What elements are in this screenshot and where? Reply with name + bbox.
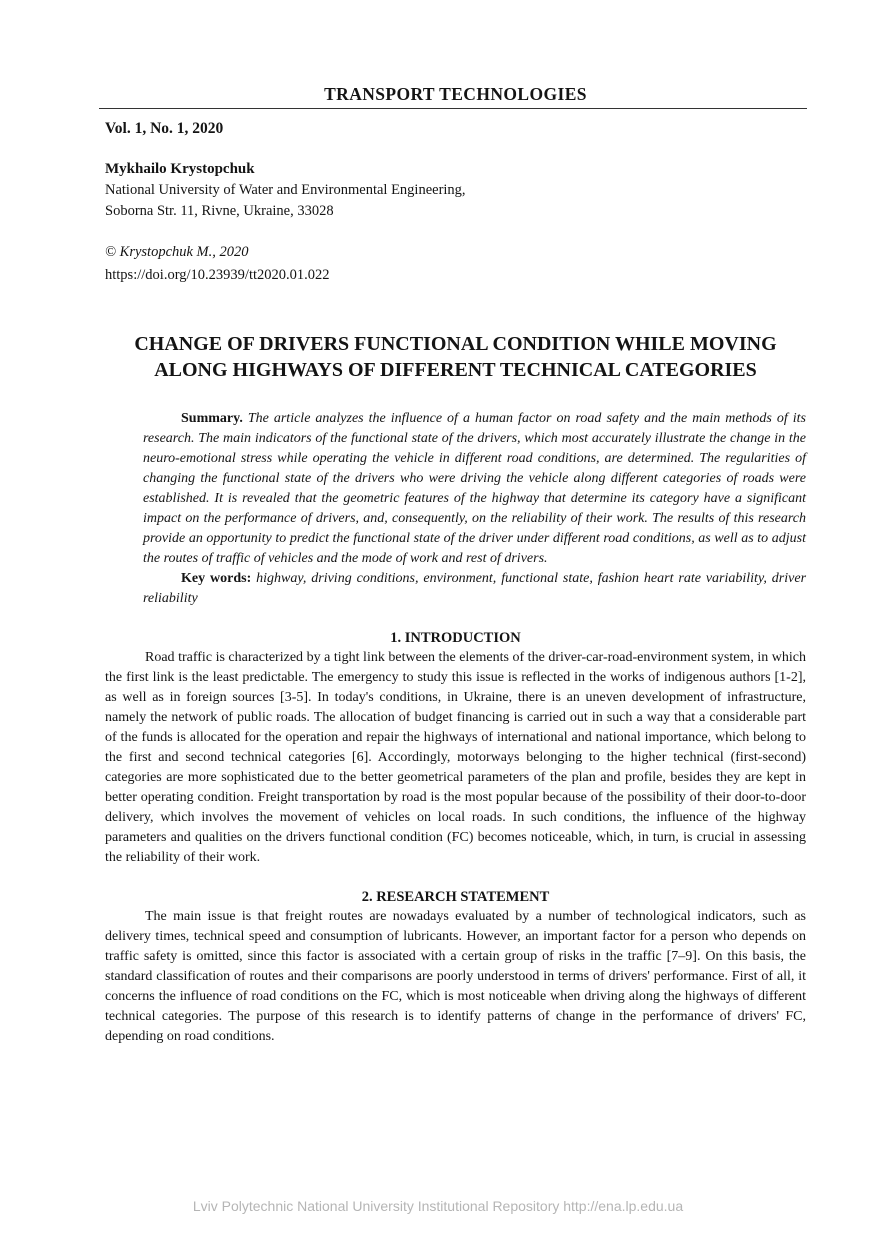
- research-statement-paragraph: The main issue is that freight routes are nowadays evaluated by a number of technological indicators, such as delivery times, technical speed and consumption of lubricants. However, an important factor for a person who depends on traffic safety is omitted, since this factor is associated with a certain group of risks in the traffic [7–9]. On this basis, the standard classification of routes and their comparisons are poorly understood in terms of drivers' performance. First of all, it concerns the influence of road conditions on the FC, which is most noticeable when driving along the highways of different technical categories. The purpose of this research is to identify patterns of change in the performance of drivers' FC, depending on road conditions.: [105, 909, 806, 1044]
- header-rule: [99, 108, 807, 109]
- author-name: Mykhailo Krystopchuk: [105, 161, 255, 177]
- copyright-line: © Krystopchuk M., 2020: [105, 244, 249, 260]
- section-heading-introduction: 1. INTRODUCTION: [390, 630, 521, 646]
- doi-link[interactable]: https://doi.org/10.23939/tt2020.01.022: [105, 267, 330, 283]
- keywords-label: Key words:: [181, 571, 252, 586]
- summary-label: Summary.: [181, 411, 243, 426]
- summary-paragraph: [143, 409, 806, 569]
- author-block: [105, 159, 806, 222]
- summary-text: The article analyzes the influence of a human factor on road safety and the main methods of its research. The main indicators of the functional state of the drivers, which most accurately illustrate the change in the neuro-emotional stress while operating the vehicle in different road conditions, are determined. The regularities of changing the functional state of the drivers who were driving the vehicle along different categories of roads were established. It is revealed that the geometric features of the highway that determine its category have a significant impact on the performance of drivers, and, consequently, on the reliability of their work. The results of this research provide an opportunity to predict the functional state of the driver under different road conditions, as well as to adjust the routes of traffic of vehicles and the mode of work and rest of drivers.: [143, 411, 806, 566]
- keywords-paragraph: [143, 569, 806, 609]
- introduction-paragraph: Road traffic is characterized by a tight link between the elements of the driver-car-road-environment system, in which the first link is the least predictable. The emergency to study this issue is reflected in the works of indigenous authors [1-2], as well as in foreign sources [3-5]. In today's conditions, in Ukraine, there is an uneven development of infrastructure, namely the network of public roads. The allocation of budget financing is carried out in such a way that a considerable part of the funds is allocated for the operation and repair the highways of international and national importance, which belong to the first and second technical categories [6]. Accordingly, motorways belonging to the higher technical (first-second) categories are more sophisticated due to the better geometrical parameters of the plan and profile, besides they are kept in better operating condition. Freight transportation by road is the most popular because of the possibility of their door-to-door delivery, which involves the movement of vehicles on local roads. In such conditions, the influence of the highway parameters and qualities on the drivers functional condition (FC) becomes noticeable, which, in turn, is crucial in assessing the reliability of their work.: [105, 650, 806, 865]
- section-heading-research-statement: 2. RESEARCH STATEMENT: [361, 889, 550, 905]
- author-address: Soborna Str. 11, Rivne, Ukraine, 33028: [105, 203, 334, 219]
- author-affiliation: National University of Water and Environmental Engineering,: [105, 182, 466, 198]
- keywords-text: highway, driving conditions, environment, functional state, fashion heart rate variability, driver reliability: [143, 571, 807, 606]
- paper-title: CHANGE OF DRIVERS FUNCTIONAL CONDITION WHILE MOVING ALONG HIGHWAYS OF DIFFERENT TECHNICAL CATEGORIES: [134, 333, 777, 381]
- journal-header: TRANSPORT TECHNOLOGIES: [324, 84, 587, 104]
- volume-line: Vol. 1, No. 1, 2020: [105, 120, 224, 137]
- repository-footer: Lviv Polytechnic National University Institutional Repository http://ena.lp.edu.ua: [192, 1198, 684, 1214]
